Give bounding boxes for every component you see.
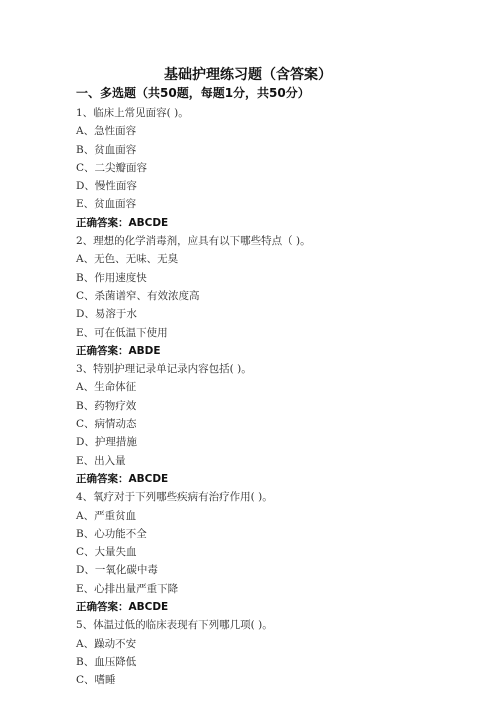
- correct-answer: 正确答案：ABCDE: [76, 216, 169, 229]
- section-heading: 一、多选题（共50题，每题1分，共50分）: [76, 86, 310, 100]
- question-option: A、无色、无味、无臭: [76, 253, 179, 266]
- question-option: E、心排出量严重下降: [76, 582, 179, 595]
- question-block: [76, 232, 476, 360]
- correct-answer: 正确答案：ABCDE: [76, 601, 169, 614]
- question-option: C、大量失血: [76, 546, 137, 559]
- question-stem: 1、临床上常见面容( )。: [76, 107, 189, 119]
- correct-answer: 正确答案：ABCDE: [76, 472, 169, 485]
- question-stem: 4、氧疗对于下列哪些疾病有治疗作用( )。: [76, 491, 273, 504]
- question-option: B、血压降低: [76, 655, 137, 668]
- question-option: D、慢性面容: [76, 180, 137, 193]
- question-block: [76, 616, 476, 689]
- question-block: [76, 488, 476, 616]
- question-stem: 2、理想的化学消毒剂，应具有以下哪些特点（ )。: [76, 235, 311, 248]
- question-option: D、一氧化碳中毒: [76, 564, 158, 577]
- question-option: C、二尖瓣面容: [76, 161, 148, 174]
- question-option: D、易溶于水: [76, 308, 137, 321]
- question-block: [76, 360, 476, 488]
- question-option: B、作用速度快: [76, 271, 147, 284]
- question-option: B、贫血面容: [76, 143, 137, 156]
- question-option: D、护理措施: [76, 436, 137, 449]
- question-option: C、病情动态: [76, 418, 137, 431]
- question-option: E、可在低温下使用: [76, 326, 168, 339]
- question-option: A、生命体征: [76, 381, 137, 394]
- question-option: C、杀菌谱窄、有效浓度高: [76, 289, 200, 302]
- question-block: [76, 104, 476, 232]
- question-stem: 5、体温过低的临床表现有下列哪几项( )。: [76, 619, 273, 632]
- question-option: A、急性面容: [76, 125, 137, 138]
- document-title: 基础护理练习题（含答案）: [164, 67, 332, 83]
- question-option: B、心功能不全: [76, 527, 147, 540]
- correct-answer: 正确答案：ABDE: [76, 344, 161, 357]
- question-stem: 3、特别护理记录单记录内容包括( )。: [76, 363, 252, 376]
- question-option: E、出入量: [76, 454, 126, 467]
- question-option: A、躁动不安: [76, 637, 137, 650]
- question-option: B、药物疗效: [76, 399, 137, 412]
- question-list: [76, 104, 476, 690]
- question-option: C、嗜睡: [76, 674, 116, 687]
- question-option: E、贫血面容: [76, 198, 137, 211]
- question-option: A、严重贫血: [76, 509, 137, 522]
